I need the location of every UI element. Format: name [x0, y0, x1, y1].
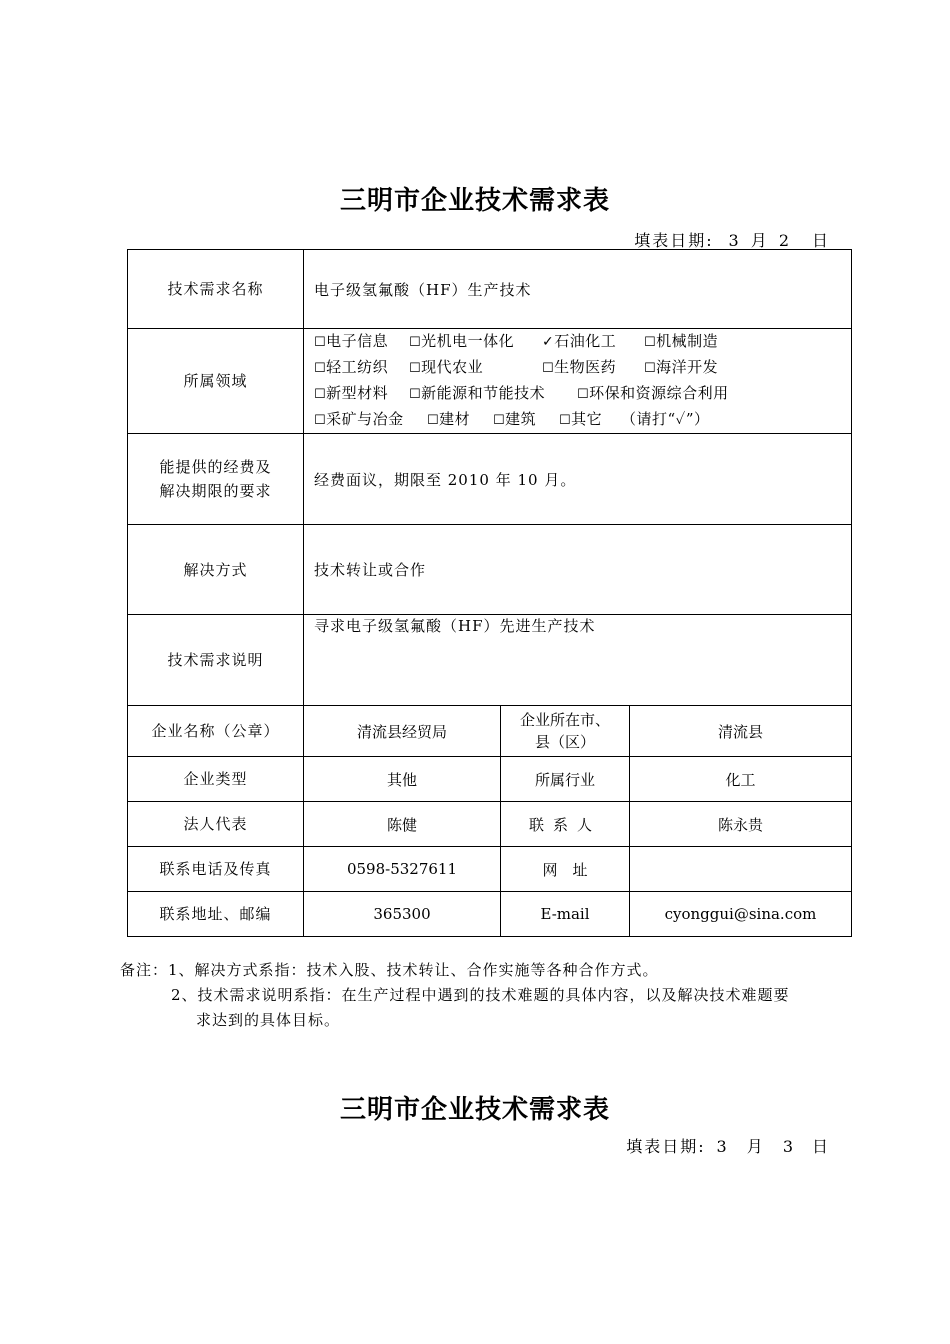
- checkbox-icon: ☐: [314, 361, 327, 376]
- date-day: 2: [778, 231, 792, 250]
- day-char: 日: [811, 1137, 830, 1156]
- field-options-line-4: [314, 407, 841, 433]
- description-label: 技术需求说明: [128, 615, 304, 706]
- industry-label: 所属行业: [501, 757, 630, 802]
- legal-rep-value: 陈健: [304, 802, 501, 847]
- table-row: [128, 802, 852, 847]
- month-char: 月: [750, 231, 769, 250]
- date-month: 3: [728, 231, 741, 250]
- option-mining[interactable]: ☐采矿与冶金: [314, 410, 404, 428]
- contact-label: 联系人: [501, 802, 630, 847]
- date-label: 填表日期:: [626, 1137, 706, 1156]
- method-label: 解决方式: [128, 525, 304, 615]
- month-char: 月: [746, 1137, 765, 1156]
- option-construction[interactable]: ☐建筑: [493, 410, 537, 428]
- enterprise-type-value: 其他: [304, 757, 501, 802]
- contact-value: 陈永贵: [630, 802, 852, 847]
- fill-date-2: [626, 1134, 830, 1157]
- checkbox-icon: ☐: [409, 387, 422, 402]
- fill-date: [634, 228, 830, 251]
- checkbox-icon: ☐: [314, 413, 327, 428]
- check-icon: ✓: [542, 334, 555, 350]
- legal-rep-label: 法人代表: [128, 802, 304, 847]
- phone-value: 0598-5327611: [304, 847, 501, 892]
- option-building-materials[interactable]: ☐建材: [427, 410, 471, 428]
- table-row: [128, 892, 852, 937]
- company-value: 清流县经贸局: [304, 706, 501, 757]
- website-value: [630, 847, 852, 892]
- need-name-value: 电子级氢氟酸（HF）生产技术: [304, 250, 852, 329]
- location-value: 清流县: [630, 706, 852, 757]
- checkbox-icon: ☐: [644, 335, 657, 350]
- remark-line-1: 备注：1、解决方式系指：技术入股、技术转让、合作实施等各种合作方式。: [120, 961, 659, 979]
- option-agriculture[interactable]: ☐现代农业: [409, 358, 484, 376]
- table-row: [128, 329, 852, 434]
- industry-value: 化工: [630, 757, 852, 802]
- company-label: 企业名称（公章）: [128, 706, 304, 757]
- address-value: 365300: [304, 892, 501, 937]
- option-textile[interactable]: ☐轻工纺织: [314, 358, 389, 376]
- field-options: [304, 329, 852, 434]
- remark-line-2: 2、技术需求说明系指：在生产过程中遇到的技术难题的具体内容，以及解决技术难题要: [171, 986, 790, 1004]
- requirement-table: [127, 249, 852, 937]
- option-marine[interactable]: ☐海洋开发: [644, 358, 719, 376]
- option-other[interactable]: ☐其它: [559, 410, 603, 428]
- table-row: [128, 434, 852, 525]
- need-name-label: 技术需求名称: [128, 250, 304, 329]
- field-options-line-2: [314, 355, 841, 381]
- table-row: [128, 847, 852, 892]
- method-value: 技术转让或合作: [304, 525, 852, 615]
- field-options-line-3: [314, 381, 841, 407]
- email-label: E-mail: [501, 892, 630, 937]
- date-month: 3: [716, 1137, 729, 1156]
- address-label: 联系地址、邮编: [128, 892, 304, 937]
- checkbox-icon: ☐: [493, 413, 506, 428]
- email-value: cyonggui@sina.com: [630, 892, 852, 937]
- option-machinery[interactable]: ☐机械制造: [644, 332, 719, 350]
- checkbox-icon: ☐: [427, 413, 440, 428]
- funding-label: 能提供的经费及 解决期限的要求: [128, 434, 304, 525]
- table-row: [128, 757, 852, 802]
- checkbox-icon: ☐: [559, 413, 572, 428]
- website-label: 网 址: [501, 847, 630, 892]
- enterprise-type-label: 企业类型: [128, 757, 304, 802]
- checkbox-icon: ☐: [314, 335, 327, 350]
- option-new-energy[interactable]: ☐新能源和节能技术: [409, 384, 546, 402]
- table-row: [128, 706, 852, 757]
- checkbox-icon: ☐: [644, 361, 657, 376]
- option-petrochemical[interactable]: ✓石油化工: [542, 332, 617, 350]
- date-label: 填表日期:: [634, 231, 714, 250]
- checkbox-icon: ☐: [542, 361, 555, 376]
- table-row: [128, 615, 852, 706]
- field-options-line-1: [314, 329, 841, 355]
- option-new-materials[interactable]: ☐新型材料: [314, 384, 389, 402]
- funding-value: 经费面议，期限至 2010 年 10 月。: [304, 434, 852, 525]
- form-title-2: 三明市企业技术需求表: [339, 1095, 610, 1125]
- checkbox-icon: ☐: [409, 335, 422, 350]
- phone-label: 联系电话及传真: [128, 847, 304, 892]
- option-biomedicine[interactable]: ☐生物医药: [542, 358, 617, 376]
- table-row: [128, 525, 852, 615]
- table-row: [128, 250, 852, 329]
- remark-line-3: 求达到的具体目标。: [196, 1011, 341, 1029]
- checkbox-icon: ☐: [409, 361, 422, 376]
- location-label: 企业所在市、 县（区）: [501, 706, 630, 757]
- remarks: [120, 958, 790, 1033]
- field-label: 所属领域: [128, 329, 304, 434]
- option-environment[interactable]: ☐环保和资源综合利用: [577, 384, 729, 402]
- form-title: 三明市企业技术需求表: [339, 186, 610, 216]
- day-char: 日: [811, 231, 830, 250]
- description-value: 寻求电子级氢氟酸（HF）先进生产技术: [304, 615, 852, 706]
- date-day: 3: [782, 1137, 796, 1156]
- check-instruction: （请打“✓”）: [621, 410, 710, 428]
- checkbox-icon: ☐: [577, 387, 590, 402]
- option-optomechatronics[interactable]: ☐光机电一体化: [409, 332, 515, 350]
- checkbox-icon: ☐: [314, 387, 327, 402]
- option-electronic-info[interactable]: ☐电子信息: [314, 332, 389, 350]
